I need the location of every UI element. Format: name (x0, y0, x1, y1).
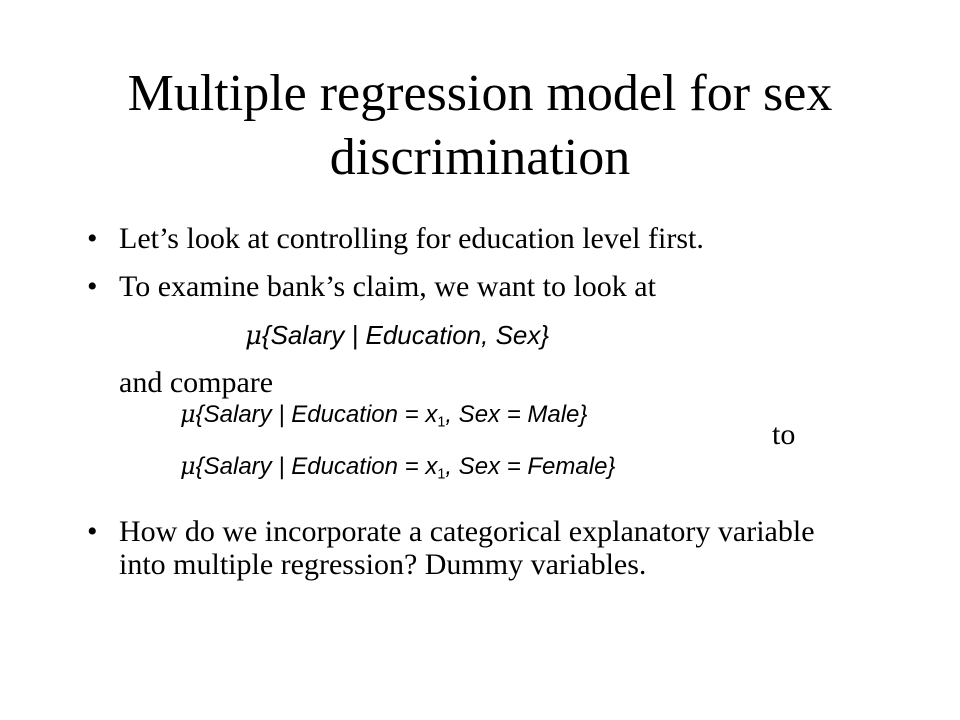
bullet-text-1: Let’s look at controlling for education level first. (119, 222, 704, 255)
bullet-dot-icon: • (87, 222, 98, 255)
formula-male (180, 400, 587, 430)
formula-post: , Sex = Female} (445, 453, 616, 480)
mu-symbol: μ (245, 321, 262, 351)
formula-body: {Salary | Education, Sex} (261, 320, 550, 350)
formula-pre: {Salary | Education = x (195, 401, 438, 428)
bullet-dot-icon: • (87, 270, 98, 303)
bullet-dot-icon: • (87, 515, 98, 548)
formula-female (180, 452, 615, 482)
formula-conditional-mean (245, 320, 549, 351)
formula-post: , Sex = Male} (445, 401, 588, 428)
formula-pre: {Salary | Education = x (195, 453, 438, 480)
bullet-text-2: To examine bank’s claim, we want to look at (119, 270, 656, 303)
bullet-item-2 (87, 270, 887, 303)
mu-symbol: μ (180, 452, 196, 480)
bullet-text-3: How do we incorporate a categorical explanatory variable into multiple regression? Dummy variables. (119, 515, 815, 581)
formula-subscript: 1 (437, 414, 446, 431)
to-text: to (772, 418, 796, 451)
mu-symbol: μ (180, 400, 196, 428)
slide-title: Multiple regression model for sex discrimination (127, 65, 833, 186)
and-compare-text: and compare (119, 366, 274, 399)
bullet-item-1 (87, 222, 887, 255)
formula-subscript: 1 (437, 466, 446, 483)
bullet-item-3 (87, 515, 867, 581)
